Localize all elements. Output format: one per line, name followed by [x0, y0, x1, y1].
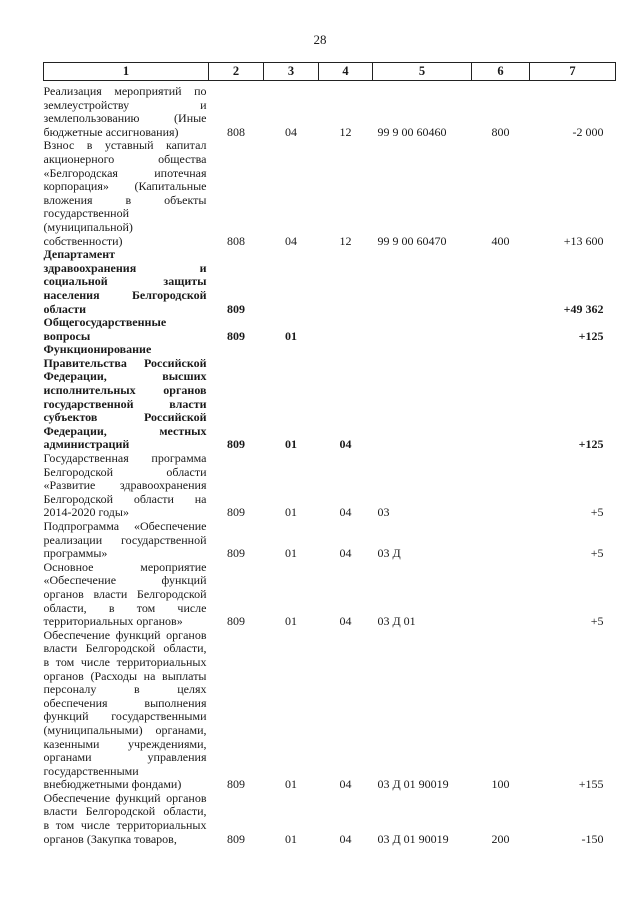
description-cell: [44, 139, 209, 248]
target-article-cell: 03 Д: [377, 546, 401, 561]
expense-type-cell: 100: [491, 777, 510, 792]
col-header-4: 4: [319, 63, 373, 81]
description-line: бюджетные ассигнования): [43, 124, 179, 139]
ministry-code-cell: 809: [227, 437, 245, 452]
expense-type-cell: [472, 343, 530, 452]
expense-type-cell: [472, 316, 530, 343]
description-line: 2014-2020 годы»: [43, 505, 129, 520]
description-line: власти Белгородской области,: [43, 804, 207, 819]
table-row: [44, 792, 616, 846]
section-code-cell: 01: [285, 437, 297, 452]
amount-cell: +5: [590, 505, 604, 520]
description-line: Функционирование: [43, 342, 152, 357]
description-line: органов (Закупка товаров,: [43, 831, 177, 846]
description-cell: [44, 520, 209, 561]
target-article-cell: 03 Д 01 90019: [377, 831, 449, 846]
target-article-cell: 03 Д 01 90019: [377, 777, 449, 792]
subsection-code-cell: 04: [339, 777, 352, 792]
table-row: [44, 139, 616, 248]
section-code-cell: 01: [285, 614, 297, 629]
description-line: функций государственными: [43, 709, 207, 724]
description-cell: [44, 85, 209, 139]
ministry-code-cell: 808: [227, 124, 245, 139]
amount-cell: +125: [578, 437, 604, 452]
subsection-code-cell: 04: [339, 831, 352, 846]
description-cell: [44, 452, 209, 520]
col-header-1: 1: [44, 63, 209, 81]
page-number: 28: [313, 32, 327, 47]
amount-cell: +155: [578, 777, 604, 792]
description-line: внебюджетными фондами): [43, 777, 182, 792]
description-line: акционерного общества: [43, 151, 207, 166]
table-row: [44, 520, 616, 561]
description-cell: [44, 792, 209, 846]
table-row: [44, 316, 616, 343]
description-line: Подпрограмма «Обеспечение: [43, 519, 207, 533]
ministry-code-cell: 809: [227, 328, 245, 343]
description-line: субъектов Российской: [43, 410, 207, 425]
description-cell: [44, 629, 209, 792]
description-line: государственной: [43, 206, 130, 221]
expense-type-cell: 400: [491, 233, 510, 248]
target-article-cell: 03 Д 01: [377, 614, 416, 629]
amount-cell: -150: [581, 831, 604, 846]
ministry-code-cell: 809: [227, 777, 245, 792]
target-article-cell: 99 9 00 60470: [377, 233, 447, 248]
description-line: в том числе территориальных: [43, 654, 207, 669]
amount-cell: +13 600: [563, 233, 604, 248]
description-line: (муниципальной): [43, 219, 133, 234]
expense-type-cell: 800: [491, 124, 510, 139]
budget-table: [43, 62, 616, 846]
description-line: обеспечения выполнения: [43, 695, 207, 710]
description-line: собственности): [43, 233, 123, 248]
ministry-code-cell: 809: [227, 831, 245, 846]
description-line: персоналу в целях: [43, 682, 207, 697]
description-line: администраций: [43, 437, 130, 452]
subsection-code-cell: 04: [339, 546, 352, 561]
description-line: в том числе территориальных: [43, 818, 207, 833]
table-row: [44, 343, 616, 452]
section-code-cell: 01: [285, 831, 297, 846]
description-line: Общегосударственные: [43, 315, 167, 330]
amount-cell: +5: [590, 614, 604, 629]
description-line: государственными: [43, 763, 139, 778]
description-line: Обеспечение функций органов: [43, 790, 207, 805]
description-cell: [44, 248, 209, 316]
description-line: Федерации, местных: [43, 423, 207, 438]
target-article-cell: 03: [377, 505, 390, 520]
description-line: исполнительных органов: [43, 383, 207, 398]
expense-type-cell: [472, 520, 530, 561]
description-line: органами управления: [43, 750, 207, 765]
subsection-code-cell: 12: [339, 124, 352, 139]
expense-type-cell: 200: [491, 831, 510, 846]
target-article-cell: [373, 316, 472, 343]
table-row: [44, 248, 616, 316]
ministry-code-cell: 809: [227, 546, 245, 561]
description-line: Белгородской области: [43, 464, 207, 479]
description-line: области, в том числе: [43, 600, 207, 615]
description-line: органов власти Белгородской: [43, 586, 207, 601]
description-line: территориальных органов»: [43, 614, 183, 629]
description-line: вопросы: [43, 328, 91, 343]
subsection-code-cell: [319, 248, 373, 316]
amount-cell: +125: [578, 328, 604, 343]
description-line: Реализация мероприятий по: [43, 84, 207, 98]
description-line: здравоохранения и: [43, 260, 207, 275]
subsection-code-cell: 04: [339, 614, 352, 629]
description-line: власти Белгородской области,: [43, 641, 207, 656]
header-row: [44, 63, 616, 81]
section-code-cell: 04: [285, 124, 297, 139]
description-line: области: [43, 301, 87, 316]
subsection-code-cell: [319, 316, 373, 343]
ministry-code-cell: 809: [227, 614, 245, 629]
description-line: Департамент: [43, 247, 116, 262]
section-code-cell: 01: [285, 328, 297, 343]
amount-cell: -2 000: [572, 124, 604, 139]
col-header-2: 2: [209, 63, 264, 81]
col-header-6: 6: [472, 63, 530, 81]
ministry-code-cell: 808: [227, 233, 245, 248]
description-cell: [44, 561, 209, 629]
ministry-code-cell: 809: [227, 505, 245, 520]
description-line: Белгородской области на: [43, 491, 207, 506]
description-line: Взнос в уставный капитал: [43, 138, 207, 153]
description-line: казенными учреждениями,: [43, 736, 207, 751]
description-line: Федерации, высших: [43, 369, 207, 384]
description-cell: [44, 343, 209, 452]
expense-type-cell: [472, 452, 530, 520]
description-cell: [44, 316, 209, 343]
section-code-cell: 01: [285, 505, 297, 520]
description-line: землепользованию (Иные: [43, 111, 207, 126]
description-line: корпорация» (Капитальные: [43, 179, 207, 194]
description-line: землеустройству и: [43, 97, 207, 112]
description-line: органов (Расходы на выплаты: [43, 668, 207, 683]
description-line: «Обеспечение функций: [43, 573, 207, 588]
description-line: «Развитие здравоохранения: [43, 478, 207, 493]
table-body: [44, 85, 616, 846]
section-code-cell: [264, 248, 319, 316]
description-line: (муниципальными) органами,: [43, 722, 207, 737]
col-header-7: 7: [530, 63, 616, 81]
table-row: [44, 561, 616, 629]
ministry-code-cell: 809: [227, 301, 245, 316]
description-line: Правительства Российской: [43, 355, 207, 370]
description-line: Обеспечение функций органов: [43, 627, 207, 642]
description-line: реализации государственной: [43, 532, 207, 547]
description-line: программы»: [43, 546, 108, 561]
table-row: [44, 629, 616, 792]
description-line: Основное мероприятие: [43, 559, 207, 574]
target-article-cell: [373, 343, 472, 452]
section-code-cell: 04: [285, 233, 297, 248]
target-article-cell: 99 9 00 60460: [377, 124, 447, 139]
description-line: вложения в объекты: [43, 192, 207, 207]
description-line: «Белгородская ипотечная: [43, 165, 207, 180]
description-line: Государственная программа: [43, 451, 207, 466]
col-header-3: 3: [264, 63, 319, 81]
subsection-code-cell: 04: [339, 505, 352, 520]
description-line: населения Белгородской: [43, 287, 207, 302]
description-line: социальной защиты: [43, 274, 207, 289]
section-code-cell: 01: [285, 546, 297, 561]
section-code-cell: 01: [285, 777, 297, 792]
amount-cell: +49 362: [563, 301, 604, 316]
expense-type-cell: [472, 561, 530, 629]
subsection-code-cell: 04: [339, 437, 352, 452]
amount-cell: +5: [590, 546, 604, 561]
table-row: [44, 85, 616, 139]
table-row: [44, 452, 616, 520]
expense-type-cell: [472, 248, 530, 316]
col-header-5: 5: [373, 63, 472, 81]
target-article-cell: [373, 248, 472, 316]
description-line: государственной власти: [43, 396, 207, 411]
subsection-code-cell: 12: [339, 233, 352, 248]
